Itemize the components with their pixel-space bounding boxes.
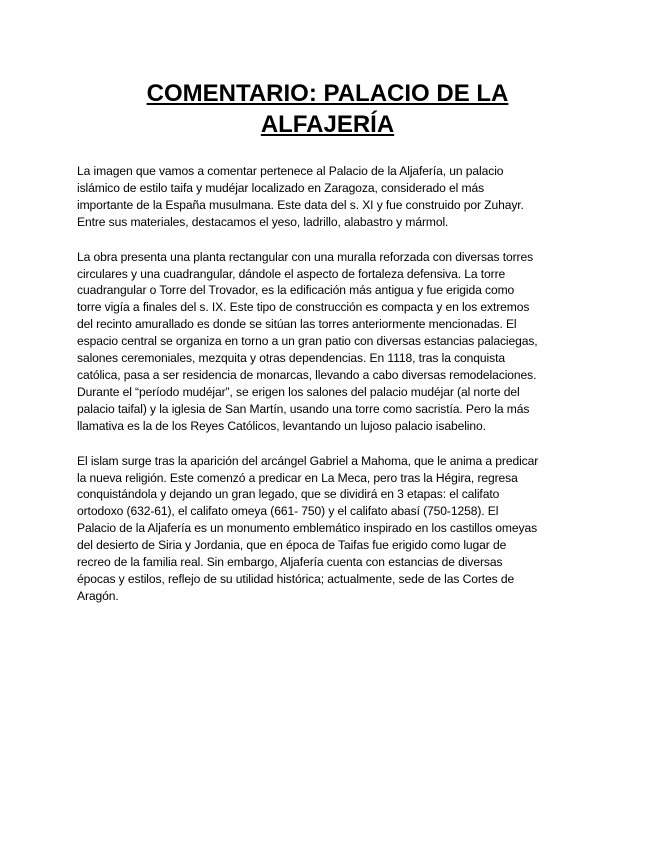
text-line: El islam surge tras la aparición del arcángel Gabriel a Mahoma, que le anima a predicar	[77, 453, 539, 468]
text-line: conquistándola y dejando un gran legado, que se dividirá en 3 etapas: el califato	[77, 487, 500, 502]
text-line: la nueva religión. Este comenzó a predicar en La Meca, pero tras la Hégira, regresa	[77, 470, 518, 485]
paragraph-intro	[77, 163, 587, 231]
text-line: épocas y estilos, reflejo de su utilidad histórica; actualmente, sede de las Cortes de	[77, 571, 515, 586]
text-line: recreo de la familia real. Sin embargo, Aljafería cuenta con estancias de diversas	[77, 555, 503, 570]
text-line: cuadrangular o Torre del Trovador, es la edificación más antigua y fue erigida como	[77, 283, 515, 298]
title-line: ALFAJERÍA	[260, 111, 395, 138]
text-line: Entre sus materiales, destacamos el yeso, ladrillo, alabastro y mármol.	[77, 214, 449, 229]
document-title	[80, 78, 575, 140]
text-line: llamativa es la de los Reyes Católicos, levantando un lujoso palacio isabelino.	[77, 418, 486, 433]
text-line: del recinto amurallado es donde se sitúan las torres anteriormente mencionadas. El	[77, 317, 517, 332]
text-line: torre vigía a finales del s. IX. Este tipo de construcción es compacta y en los extremos	[77, 300, 530, 315]
text-line: Durante el “período mudéjar”, se erigen los salones del palacio mudéjar (al norte del	[77, 384, 520, 399]
text-line: salones ceremoniales, mezquita y otras dependencias. En 1118, tras la conquista	[77, 351, 505, 366]
text-line: islámico de estilo taifa y mudéjar localizado en Zaragoza, considerado el más	[77, 180, 485, 195]
text-line: importante de la España musulmana. Este data del s. XI y fue construido por Zuhayr.	[77, 197, 524, 212]
text-line: espacio central se organiza en torno a un gran patio con diversas estancias palaciegas,	[77, 334, 538, 349]
text-line: del desierto de Siria y Jordania, que en época de Taifas fue erigido como lugar de	[77, 538, 507, 553]
text-line: palacio taifal) y la iglesia de San Martín, usando una torre como sacristía. Pero la más	[77, 401, 530, 416]
paragraph-context	[77, 453, 587, 605]
title-line: COMENTARIO: PALACIO DE LA	[146, 80, 509, 107]
text-line: católica, pasa a ser residencia de monarcas, llevando a cabo diversas remodelaciones.	[77, 367, 537, 382]
text-line: ortodoxo (632-61), el califato omeya (661- 750) y el califato abasí (750-1258). El	[77, 504, 499, 519]
text-line: La obra presenta una planta rectangular con una muralla reforzada con diversas torres	[77, 249, 534, 264]
text-line: La imagen que vamos a comentar pertenece al Palacio de la Aljafería, un palacio	[77, 164, 504, 178]
text-line: Palacio de la Aljafería es un monumento emblemático inspirado en los castillos omeyas	[77, 521, 538, 536]
paragraph-description	[77, 249, 587, 435]
text-line: Aragón.	[77, 588, 119, 603]
document-body	[77, 163, 587, 623]
text-line: circulares y una cuadrangular, dándole el aspecto de fortaleza defensiva. La torre	[77, 266, 506, 281]
